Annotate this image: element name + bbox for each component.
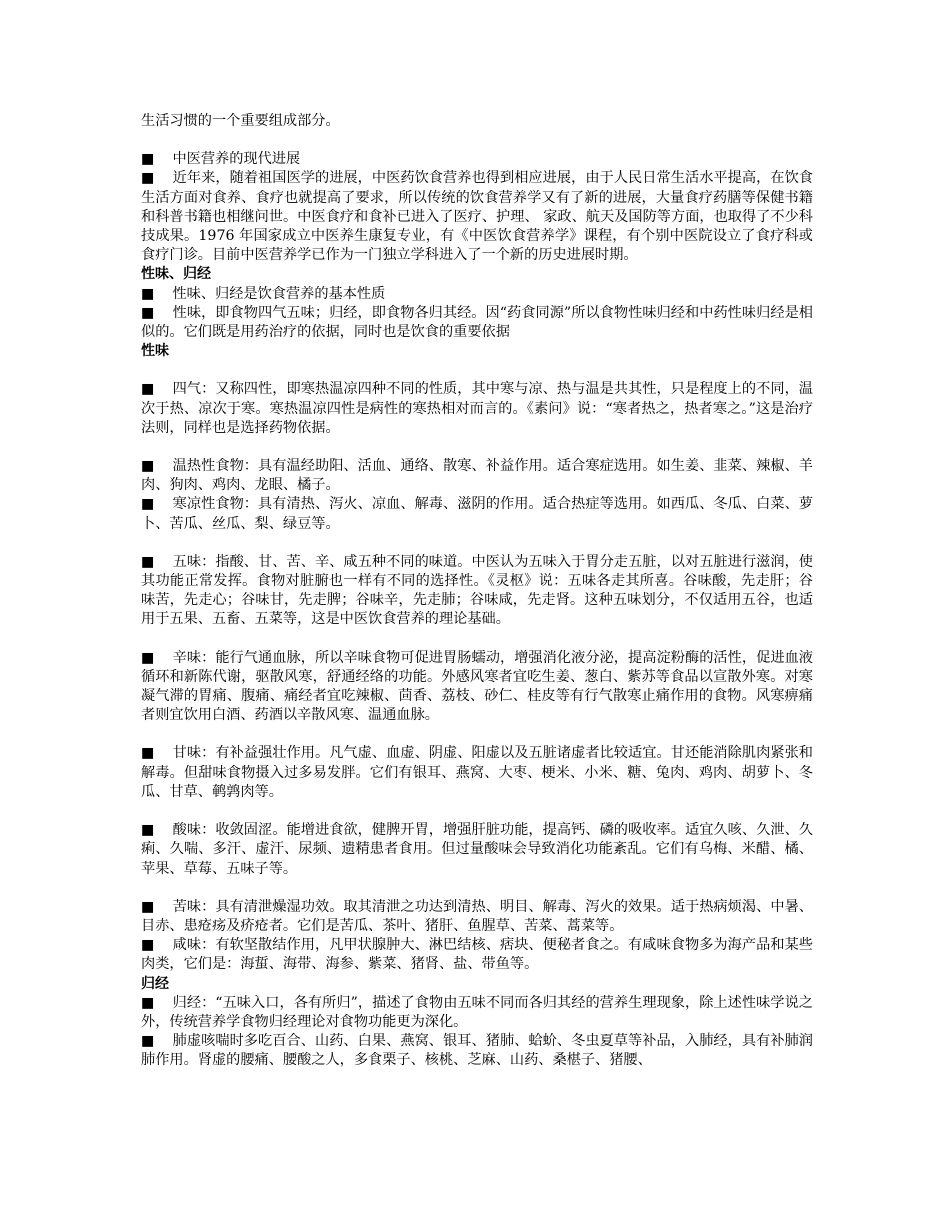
paragraph-spacer (141, 630, 813, 649)
body-paragraph: ■ 寒凉性食物：具有清热、泻火、凉血、解毒、滋阴的作用。适合热症等选用。如西瓜、冬瓜、白菜、萝卜、苦瓜、丝瓜、梨、绿豆等。 (141, 496, 813, 532)
body-paragraph: ■ 中医营养的现代进展 (141, 151, 301, 168)
paragraph-spacer (141, 725, 813, 744)
body-paragraph: ■ 肺虚咳喘时多吃百合、山药、白果、燕窝、银耳、猪肺、蛤蚧、冬虫夏草等补品，入肺经，具有补肺润肺作用。肾虚的腰痛、腰酸之人，多食栗子、核桃、芝麻、山药、桑椹子、猪腰、 (141, 1033, 813, 1069)
body-paragraph: ■ 近年来，随着祖国医学的进展，中医药饮食营养也得到相应进展，由于人民日常生活水平提高，在饮食生活方面对食养、食疗也就提高了要求，所以传统的饮食营养学又有了新的进展，大量食疗药膳等保健书籍和科普书籍也相继问世。中医食疗和食补已进入了医疗、护理、 家政、航天及国防等方面，也取得了不少科技成果。1976 年国家成立中医养生康复专业，有《中医饮食营养学》课程，有个别中医院设立了食疗科或食疗门诊。目前中医营养学已作为一门独立学科进入了一个新的历史进展时期。 (141, 170, 813, 264)
paragraph-spacer (141, 361, 813, 380)
body-paragraph: 生活习惯的一个重要组成部分。 (141, 113, 340, 129)
paragraph-spacer (141, 802, 813, 821)
body-paragraph: ■ 酸味：收敛固涩。能增进食欲，健脾开胃，增强肝脏功能，提高钙、磷的吸收率。适宜久咳、久泄、久痢、久喘、多汗、虚汗、尿频、遗精患者食用。但过量酸味会导致消化功能紊乱。它们有乌梅、米醋、橘、苹果、草莓、五味子等。 (141, 822, 813, 877)
body-paragraph: ■ 性味，即食物四气五味；归经，即食物各归其经。因“药食同源”所以食物性味归经和中药性味归经是相似的。它们既是用药治疗的依据，同时也是饮食的重要依据 (141, 304, 813, 341)
section-heading: 归经 (141, 975, 169, 992)
paragraph-spacer (141, 879, 813, 898)
body-paragraph: ■ 甘味：有补益强壮作用。凡气虚、血虚、阴虚、阳虚以及五脏诸虚者比较适宜。甘还能消除肌肉紧张和解毒。但甜味食物摄入过多易发胖。它们有银耳、燕窝、大枣、梗米、小米、糖、兔肉、鸡肉、胡萝卜、冬瓜、甘草、鹌鹑肉等。 (141, 745, 813, 800)
body-paragraph: ■ 苦味：具有清泄燥湿功效。取其清泄之功达到清热、明目、解毒、泻火的效果。适于热病烦渴、中暑、目赤、患疮疡及疥疮者。它们是苦瓜、茶叶、猪肝、鱼腥草、苦菜、蒿菜等。 (141, 898, 813, 934)
paragraph-spacer (141, 131, 813, 150)
body-paragraph: ■ 咸味：有软坚散结作用，凡甲状腺肿大、淋巴结核、痞块、便秘者食之。有咸味食物多为海产品和某些肉类，它们是：海蜇、海带、海参、紫菜、猪肾、盐、带鱼等。 (141, 937, 813, 973)
body-paragraph: ■ 性味、归经是饮食营养的基本性质 (141, 285, 386, 302)
body-paragraph: ■ 五味：指酸、甘、苦、辛、咸五种不同的味道。中医认为五味入于胃分走五脏，以对五脏进行滋润，使其功能正常发挥。食物对脏腑也一样有不同的选择性。《灵枢》说：五味各走其所喜。谷味酸，先走肝；谷味苦，先走心；谷味甘，先走脾；谷味辛，先走肺；谷味咸，先走肾。这种五味划分，不仅适用五谷，也适用于五果、五畜、五菜等，这是中医饮食营养的理论基础。 (141, 553, 813, 628)
document-page (141, 112, 813, 1071)
section-heading: 性味 (141, 343, 169, 360)
body-paragraph: ■ 归经：“五味入口，各有所归”，描述了食物由五味不同而各归其经的营养生理现象，除上述性味学说之外，传统营养学食物归经理论对食物功能更为深化。 (141, 994, 813, 1030)
paragraph-spacer (141, 534, 813, 553)
paragraph-spacer (141, 438, 813, 457)
body-paragraph: ■ 四气：又称四性，即寒热温凉四种不同的性质，其中寒与凉、热与温是共其性，只是程度上的不同，温次于热、凉次于寒。寒热温凉四性是病性的寒热相对而言的。《素问》说：“寒者热之，热者寒之。”这是治疗法则，同样也是选择药物依据。 (141, 381, 813, 436)
body-paragraph: ■ 辛味：能行气通血脉，所以辛味食物可促进胃肠蠕动，增强消化液分泌，提高淀粉酶的活性，促进血液循环和新陈代谢，驱散风寒，舒通经络的功能。外感风寒者宜吃生姜、葱白、紫苏等食品以宣散外寒。对寒凝气滞的胃痛、腹痛、痛经者宜吃辣椒、茴香、荔枝、砂仁、桂皮等有行气散寒止痛作用的食物。风寒痹痛者则宜饮用白酒、药酒以辛散风寒、温通血脉。 (141, 649, 813, 724)
body-paragraph: ■ 温热性食物：具有温经助阳、活血、通络、散寒、补益作用。适合寒症选用。如生姜、韭菜、辣椒、羊肉、狗肉、鸡肉、龙眼、橘子。 (141, 458, 813, 494)
section-heading: 性味、归经 (141, 266, 211, 283)
